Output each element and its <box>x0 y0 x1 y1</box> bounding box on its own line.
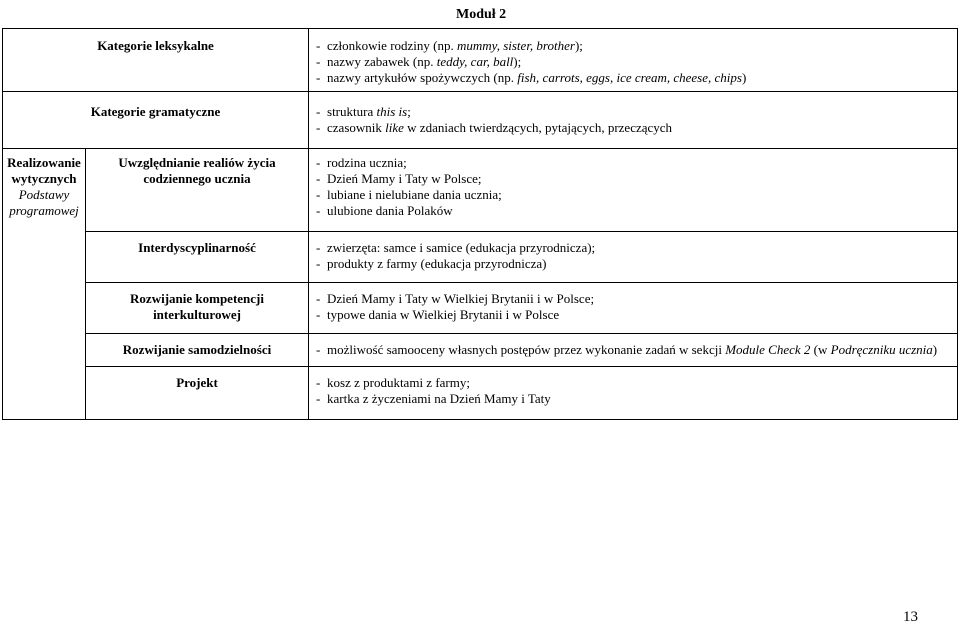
sub-label-cell <box>86 283 309 334</box>
sub-list-cell <box>309 334 958 367</box>
realization-row <box>3 367 958 420</box>
lexical-label: Kategorie leksykalne <box>97 38 214 53</box>
sub-label: interkulturowej <box>153 307 241 322</box>
sub-label: Rozwijanie samodzielności <box>122 342 272 357</box>
list-item: - typowe dania w Wielkiej Brytanii i w Polsce <box>316 307 560 322</box>
list-item: - produkty z farmy (edukacja przyrodnicza) <box>316 256 547 271</box>
list-item: - lubiane i nielubiane dania ucznia; <box>316 187 502 202</box>
sub-label: Interdyscyplinarność <box>138 240 256 255</box>
lexical-list-cell <box>309 29 958 92</box>
lexical-item: - nazwy zabawek (np. teddy, car, ball); <box>316 54 522 69</box>
realization-row <box>3 232 958 283</box>
realization-label-line: wytycznych <box>11 171 77 186</box>
sub-list-cell <box>309 149 958 232</box>
realization-label-line: programowej <box>9 203 79 218</box>
lexical-item: - członkowie rodziny (np. mummy, sister, brother); <box>316 38 583 53</box>
grammar-item: - struktura this is; <box>316 104 411 119</box>
module-title: Moduł 2 <box>456 7 507 22</box>
list-item: - Dzień Mamy i Taty w Wielkiej Brytanii i w Polsce; <box>316 291 595 306</box>
sub-label: Rozwijanie kompetencji <box>130 291 264 306</box>
lexical-row <box>3 29 958 92</box>
realization-row <box>3 334 958 367</box>
list-item: - ulubione dania Polaków <box>316 203 453 218</box>
grammar-label-cell <box>3 92 309 149</box>
list-item: - kartka z życzeniami na Dzień Mamy i Taty <box>316 391 551 406</box>
grammar-row <box>3 92 958 149</box>
grammar-item: - czasownik like w zdaniach twierdzących, pytających, przeczących <box>316 120 673 135</box>
realization-label-line: Realizowanie <box>7 155 81 170</box>
sub-label: Uwzględnianie realiów życia <box>118 155 276 170</box>
page-number: 13 <box>903 609 918 625</box>
curriculum-table <box>2 28 958 420</box>
list-item: - rodzina ucznia; <box>316 155 407 170</box>
list-item: - Dzień Mamy i Taty w Polsce; <box>316 171 482 186</box>
sub-list-cell <box>309 367 958 420</box>
list-item: - możliwość samooceny własnych postępów przez wykonanie zadań w sekcji Module Check 2 (w Podręczniku ucznia) <box>316 342 938 357</box>
sub-label: codziennego ucznia <box>143 171 251 186</box>
realization-label-line: Podstawy <box>18 187 70 202</box>
grammar-label: Kategorie gramatyczne <box>90 104 221 119</box>
grammar-list-cell <box>309 92 958 149</box>
sub-label-cell <box>86 232 309 283</box>
list-item: - zwierzęta: samce i samice (edukacja przyrodnicza); <box>316 240 596 255</box>
realization-label-cell <box>3 149 86 420</box>
realization-row <box>3 283 958 334</box>
list-item: - kosz z produktami z farmy; <box>316 375 470 390</box>
sub-list-cell <box>309 232 958 283</box>
lexical-item: - nazwy artykułów spożywczych (np. fish, carrots, eggs, ice cream, cheese, chips) <box>316 70 747 85</box>
sub-label: Projekt <box>176 375 218 390</box>
sub-label-cell <box>86 367 309 420</box>
lexical-label-cell <box>3 29 309 92</box>
sub-label-cell <box>86 334 309 367</box>
realization-row <box>3 149 958 232</box>
sub-label-cell <box>86 149 309 232</box>
sub-list-cell <box>309 283 958 334</box>
